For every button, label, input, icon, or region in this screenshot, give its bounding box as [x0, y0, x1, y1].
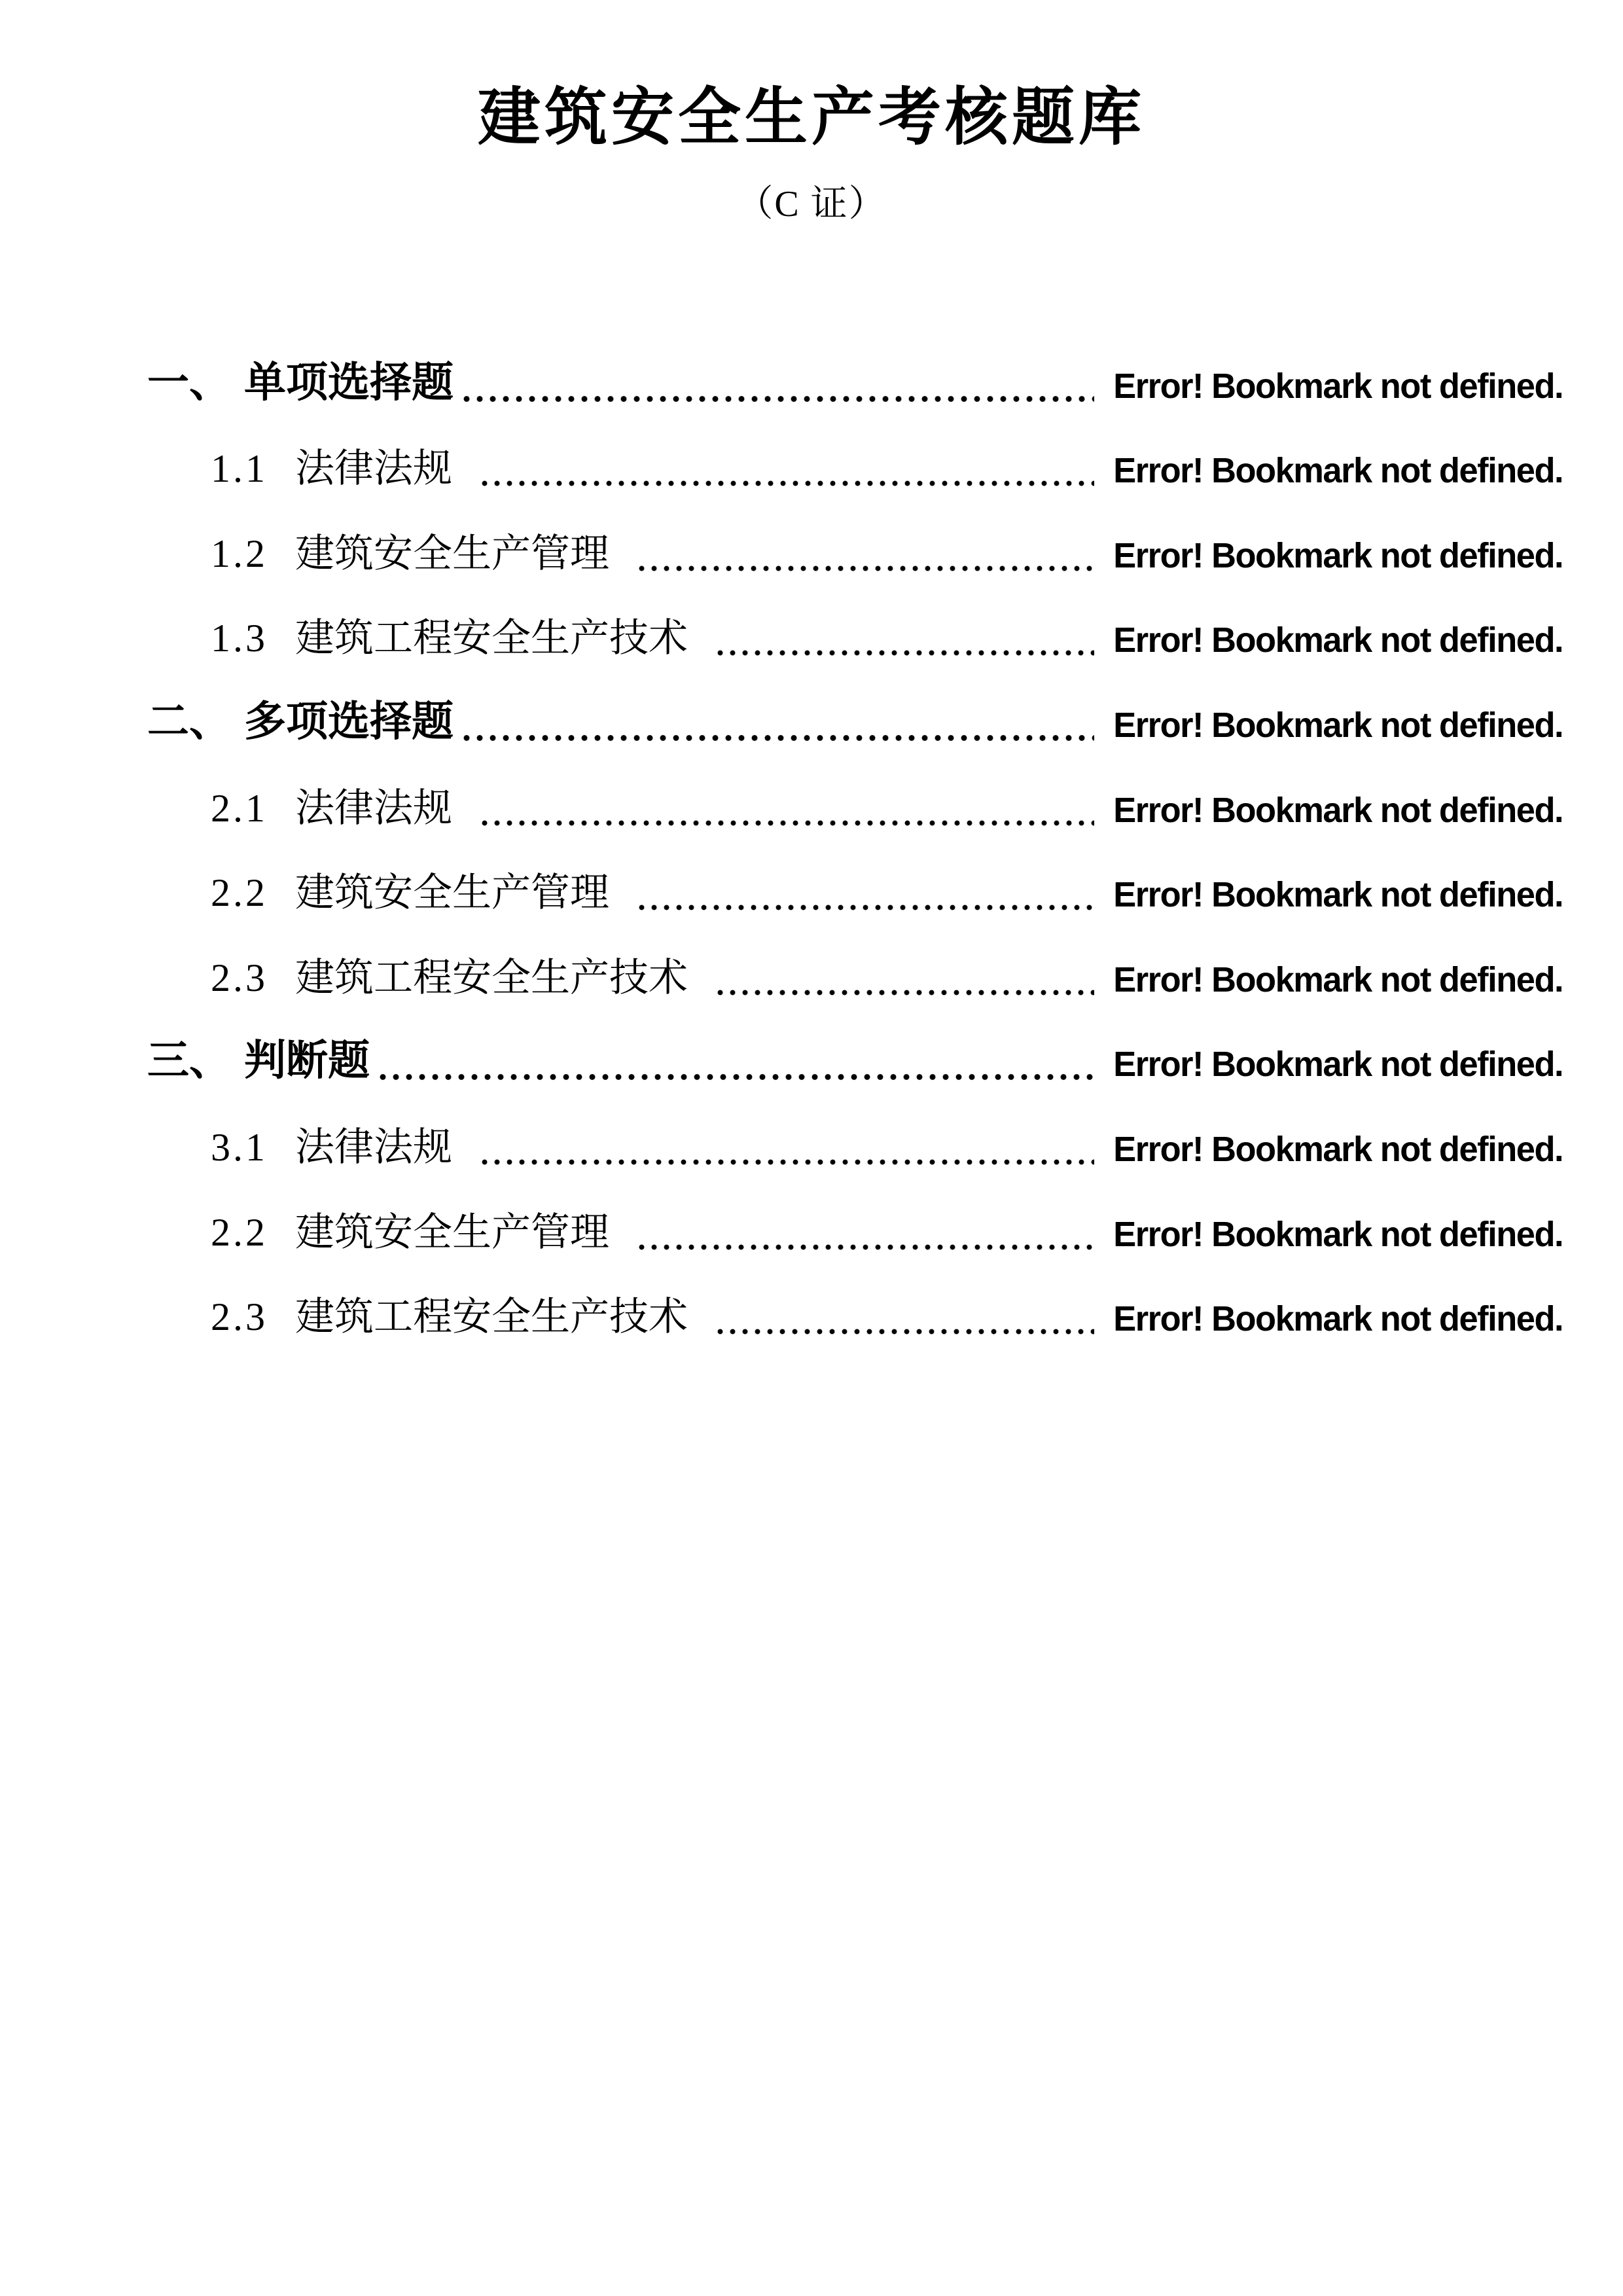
toc-entry-number: 2.1: [211, 786, 268, 830]
toc-entry-pageref: Error! Bookmark not defined.: [1113, 1129, 1563, 1169]
toc-entry-number: 2.3: [211, 956, 268, 999]
toc-entry-number: 1.3: [211, 617, 268, 660]
toc-entry-label: 建筑安全生产管理: [295, 871, 609, 915]
toc-entry[interactable]: [0, 844, 1623, 929]
toc-entry-number: 1.1: [211, 447, 268, 491]
toc-entry[interactable]: [0, 504, 1623, 589]
toc-entry[interactable]: [0, 420, 1623, 505]
toc-entry-pageref: Error! Bookmark not defined.: [1113, 366, 1563, 406]
dot-leader: [460, 734, 1094, 742]
toc-entry-number: 2.2: [211, 1210, 268, 1254]
toc-entry[interactable]: [0, 334, 1623, 420]
toc-entry-pageref: Error! Bookmark not defined.: [1113, 790, 1563, 830]
toc-entry[interactable]: [0, 1098, 1623, 1183]
toc-entry-label: 法律法规: [295, 786, 452, 830]
toc-entry-label: 建筑工程安全生产技术: [295, 956, 688, 999]
toc-entry-label: 多项选择题: [244, 698, 454, 745]
toc-entry-number: 二、: [147, 698, 231, 745]
document-subtitle: （C 证）: [736, 184, 887, 224]
toc-entry-label: 建筑工程安全生产技术: [295, 1295, 688, 1339]
toc-entry-pageref: Error! Bookmark not defined.: [1113, 960, 1563, 999]
dot-leader: [478, 1158, 1094, 1166]
toc-entry-label: 单项选择题: [244, 359, 454, 406]
toc-entry-number: 1.2: [211, 531, 268, 575]
dot-leader: [478, 819, 1094, 827]
toc-entry-pageref: Error! Bookmark not defined.: [1113, 1214, 1563, 1254]
dot-leader: [714, 649, 1094, 656]
toc-entry-pageref: Error! Bookmark not defined.: [1113, 1045, 1563, 1085]
dot-leader: [635, 1244, 1094, 1251]
toc-entry-label: 建筑安全生产管理: [295, 531, 609, 575]
toc-entry-pageref: Error! Bookmark not defined.: [1113, 705, 1563, 745]
dot-leader: [478, 480, 1094, 487]
toc-entry-number: 3.1: [211, 1125, 268, 1169]
toc-entry-pageref: Error! Bookmark not defined.: [1113, 1299, 1563, 1339]
toc-entry-number: 一、: [147, 359, 231, 406]
dot-leader: [714, 989, 1094, 996]
toc-entry-label: 建筑安全生产管理: [295, 1210, 609, 1254]
toc-entry-label: 判断题: [244, 1037, 370, 1085]
toc-entry-number: 2.3: [211, 1295, 268, 1339]
dot-leader: [714, 1328, 1094, 1335]
toc-entry-pageref: Error! Bookmark not defined.: [1113, 535, 1563, 575]
toc-entry-number: 2.2: [211, 871, 268, 915]
toc-entry-label: 法律法规: [295, 447, 452, 491]
toc-entry-number: 三、: [147, 1037, 231, 1085]
dot-leader: [460, 395, 1094, 403]
toc-entry[interactable]: [0, 1268, 1623, 1353]
document-title: 建筑安全生产考核题库: [478, 82, 1145, 152]
dot-leader: [635, 904, 1094, 911]
toc-entry[interactable]: [0, 1013, 1623, 1098]
toc-entry-pageref: Error! Bookmark not defined.: [1113, 875, 1563, 915]
toc-entry[interactable]: [0, 1183, 1623, 1268]
table-of-contents: [0, 334, 1623, 1352]
toc-entry[interactable]: [0, 928, 1623, 1013]
toc-entry-pageref: Error! Bookmark not defined.: [1113, 451, 1563, 491]
toc-entry-label: 法律法规: [295, 1125, 452, 1169]
toc-entry-pageref: Error! Bookmark not defined.: [1113, 620, 1563, 660]
toc-entry[interactable]: [0, 759, 1623, 844]
toc-entry-label: 建筑工程安全生产技术: [295, 617, 688, 660]
toc-entry[interactable]: [0, 589, 1623, 674]
dot-leader: [376, 1073, 1094, 1081]
toc-entry[interactable]: [0, 673, 1623, 759]
dot-leader: [635, 565, 1094, 572]
